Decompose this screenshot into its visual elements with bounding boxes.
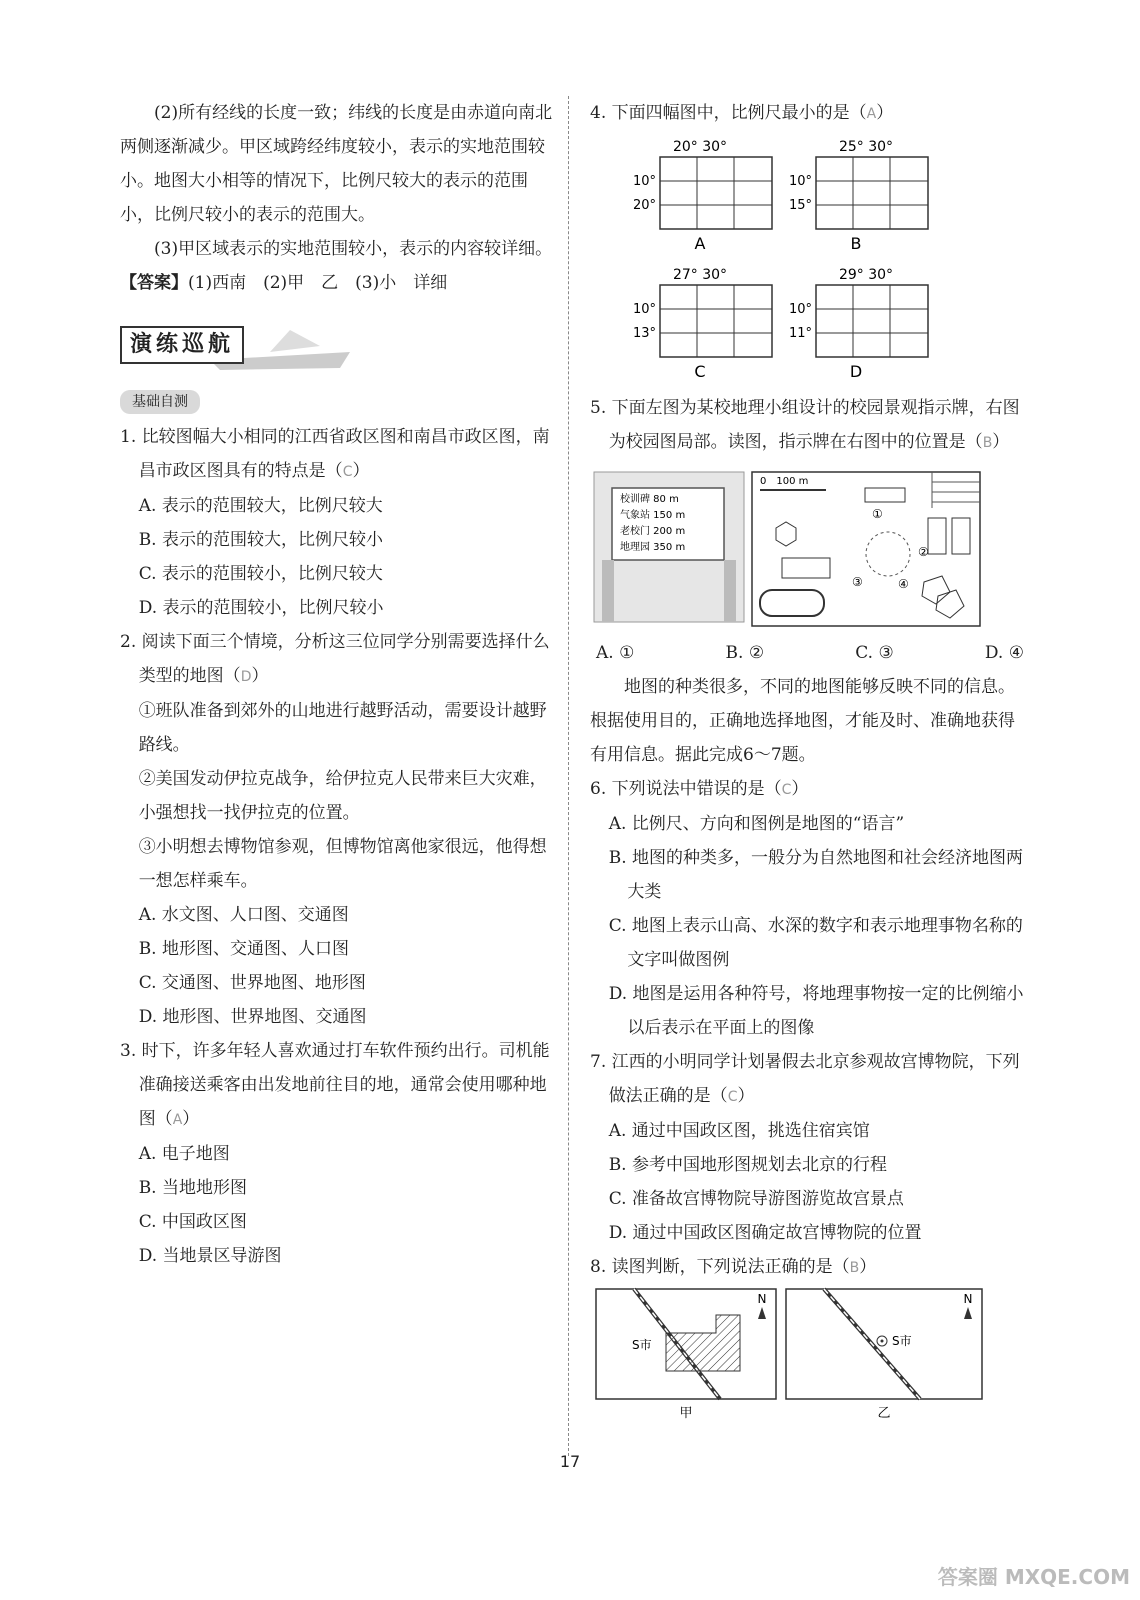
q1-option-c: C. 表示的范围较小，比例尺较大 (138, 564, 383, 584)
map-scale: 0 100 m (760, 476, 809, 487)
q2-option-c: C. 交通图、世界地图、地形图 (138, 973, 366, 993)
question-7-answer: C (727, 1089, 738, 1105)
map-yi-label: 乙 (877, 1406, 891, 1421)
question-8: 8. 读图判断，下列说法正确的是（B） (590, 1257, 877, 1277)
intro-6-7: 地图的种类很多，不同的地图能够反映不同的信息。根据使用目的，正确地选择地图，才能及时、准确地获得有用信息。据此完成6～7题。 (590, 677, 1015, 765)
watermark: 答案圈 MXQE.COM (937, 1565, 1130, 1589)
question-3: 3. 时下，许多年轻人喜欢通过打车软件预约出行。司机能准确接送乘客由出发地前往目的地，通常会使用哪种地图（A） (120, 1041, 550, 1129)
q2-scenario-1: ①班队准备到郊外的山地进行越野活动，需要设计越野路线。 (138, 701, 547, 755)
section-banner (120, 316, 560, 376)
question-7-text: 7. 江西的小明同学计划暑假去北京参观故宫博物院，下列做法正确的是（ (590, 1052, 1020, 1106)
map-jia-north-icon: N (757, 1292, 767, 1306)
q3-option-a: A. 电子地图 (138, 1144, 230, 1164)
right-column (590, 96, 1030, 1425)
q2-option-d: D. 地形图、世界地图、交通图 (138, 1007, 367, 1027)
map-jia-label: 甲 (679, 1406, 693, 1421)
grid-c-label: C (694, 362, 706, 381)
question-8-answer: B (849, 1260, 860, 1276)
question-1: 1. 比较图幅大小相同的江西省政区图和南昌市政区图，南昌市政区图具有的特点是（C） (120, 427, 550, 481)
q3-option-c: C. 中国政区图 (138, 1212, 247, 1232)
city-maps (590, 1285, 1030, 1425)
question-3-answer: A (172, 1112, 183, 1128)
grid-d-top: 29° 30° (838, 267, 894, 283)
grid-b-lat2: 15° (788, 198, 812, 213)
q6-option-c: C. 地图上表示山高、水深的数字和表示地理事物名称的文字叫做图例 (608, 916, 1023, 970)
sign-line-2: 气象站 150 m (620, 510, 686, 521)
map-jia-city: S市 (632, 1338, 652, 1352)
map-yi (786, 1289, 982, 1421)
sign-line-4: 地理园 350 m (620, 542, 686, 553)
q3-option-b: B. 当地地形图 (138, 1178, 247, 1198)
sign-line-1: 校训碑 80 m (620, 494, 679, 505)
map-jia (596, 1289, 776, 1421)
sign-line-3: 老校门 200 m (620, 526, 686, 537)
question-7: 7. 江西的小明同学计划暑假去北京参观故宫博物院，下列做法正确的是（C） (590, 1052, 1020, 1106)
grid-b (789, 139, 928, 253)
marker-3: ③ (852, 575, 863, 589)
q7-option-a: A. 通过中国政区图，挑选住宿宾馆 (608, 1121, 870, 1141)
grid-c-top: 27° 30° (672, 267, 728, 283)
grid-c-lat2: 13° (632, 326, 656, 341)
q5-option-d: D. ④ (984, 643, 1024, 663)
question-8-text: 8. 读图判断，下列说法正确的是（ (590, 1257, 850, 1277)
grid-d-label: D (849, 362, 863, 381)
explanation-2: (2)所有经线的长度一致；纬线的长度是由赤道向南北两侧逐渐减少。甲区域跨经纬度较小，表示的实地范围较小。地图大小相等的情况下，比例尺较大的表示的范围小，比例尺较小的表示的范围大。 (120, 103, 553, 225)
marker-2: ② (918, 545, 929, 559)
campus-figure (590, 466, 1030, 630)
q7-option-c: C. 准备故宫博物院导游图游览故宫景点 (608, 1189, 904, 1209)
q7-option-b: B. 参考中国地形图规划去北京的行程 (608, 1155, 887, 1175)
page-number: 17 (559, 1452, 581, 1471)
q3-option-d: D. 当地景区导游图 (138, 1246, 282, 1266)
question-4: 4. 下面四幅图中，比例尺最小的是（A） (590, 103, 894, 123)
question-5: 5. 下面左图为某校地理小组设计的校园景观指示牌，右图为校园图局部。读图，指示牌在右图中的位置是（B） (590, 398, 1020, 452)
explanation-3: (3)甲区域表示的实地范围较小，表示的内容较详细。 (154, 239, 553, 259)
q6-option-d: D. 地图是运用各种符号，将地理事物按一定的比例缩小以后表示在平面上的图像 (608, 984, 1024, 1038)
answer-line (120, 266, 560, 300)
grid-b-top: 25° 30° (838, 139, 894, 155)
q2-scenario-2: ②美国发动伊拉克战争，给伊拉克人民带来巨大灾难，小强想找一找伊拉克的位置。 (138, 769, 547, 823)
question-6: 6. 下列说法中错误的是（C） (590, 779, 809, 799)
answer-label: 【答案】 (120, 273, 188, 293)
q1-option-a: A. 表示的范围较大，比例尺较大 (138, 496, 383, 516)
question-5-text: 5. 下面左图为某校地理小组设计的校园景观指示牌，右图为校园图局部。读图，指示牌在右图中的位置是（ (590, 398, 1020, 452)
grid-a-top: 20° 30° (672, 139, 728, 155)
q5-options (590, 636, 1030, 670)
question-4-text: 4. 下面四幅图中，比例尺最小的是（ (590, 103, 867, 123)
grid-figures (590, 131, 1030, 391)
q1-option-b: B. 表示的范围较大，比例尺较小 (138, 530, 383, 550)
grid-d-lat2: 11° (788, 326, 812, 341)
question-4-answer: A (866, 106, 877, 122)
marker-1: ① (872, 507, 883, 521)
q5-option-b: B. ② (725, 643, 765, 663)
section-label: 基础自测 (120, 390, 200, 414)
q6-option-b: B. 地图的种类多，一般分为自然地图和社会经济地图两大类 (608, 848, 1024, 902)
question-6-answer: C (781, 782, 792, 798)
grid-a-lat1: 10° (632, 174, 656, 189)
question-1-text: 1. 比较图幅大小相同的江西省政区图和南昌市政区图，南昌市政区图具有的特点是（ (120, 427, 550, 481)
grid-a (633, 139, 772, 253)
grid-a-label: A (694, 234, 706, 253)
marker-4: ④ (898, 577, 909, 591)
q1-option-d: D. 表示的范围较小，比例尺较小 (138, 598, 384, 618)
campus-sign (594, 472, 744, 622)
q2-scenario-3: ③小明想去博物馆参观，但博物馆离他家很远，他得想一想怎样乘车。 (138, 837, 547, 891)
question-1-answer: C (342, 464, 353, 480)
map-yi-city: S市 (892, 1334, 912, 1348)
q7-option-d: D. 通过中国政区图确定故宫博物院的位置 (608, 1223, 922, 1243)
grid-d (789, 267, 928, 381)
grid-c-lat1: 10° (632, 302, 656, 317)
q5-option-a: A. ① (596, 643, 635, 663)
question-6-text: 6. 下列说法中错误的是（ (590, 779, 782, 799)
answer-text: (1)西南 (2)甲 乙 (3)小 详细 (188, 273, 448, 293)
question-2-text: 2. 阅读下面三个情境，分析这三位同学分别需要选择什么类型的地图（ (120, 632, 550, 686)
q2-option-a: A. 水文图、人口图、交通图 (138, 905, 349, 925)
question-3-text: 3. 时下，许多年轻人喜欢通过打车软件预约出行。司机能准确接送乘客由出发地前往目的地，通常会使用哪种地图（ (120, 1041, 550, 1129)
grid-b-lat1: 10° (788, 174, 812, 189)
q2-option-b: B. 地形图、交通图、人口图 (138, 939, 349, 959)
campus-map (752, 472, 980, 626)
question-2-answer: D (240, 669, 252, 685)
left-column (120, 96, 560, 1273)
grid-c (633, 267, 772, 381)
q5-option-c: C. ③ (855, 643, 894, 663)
map-yi-north-icon: N (963, 1292, 973, 1306)
banner-title: 演练巡航 (120, 326, 244, 364)
grid-d-lat1: 10° (788, 302, 812, 317)
q6-option-a: A. 比例尺、方向和图例是地图的“语言” (608, 814, 905, 834)
column-divider (568, 96, 569, 1456)
grid-a-lat2: 20° (632, 198, 656, 213)
question-5-answer: B (982, 435, 993, 451)
grid-b-label: B (850, 234, 862, 253)
question-2: 2. 阅读下面三个情境，分析这三位同学分别需要选择什么类型的地图（D） (120, 632, 550, 686)
